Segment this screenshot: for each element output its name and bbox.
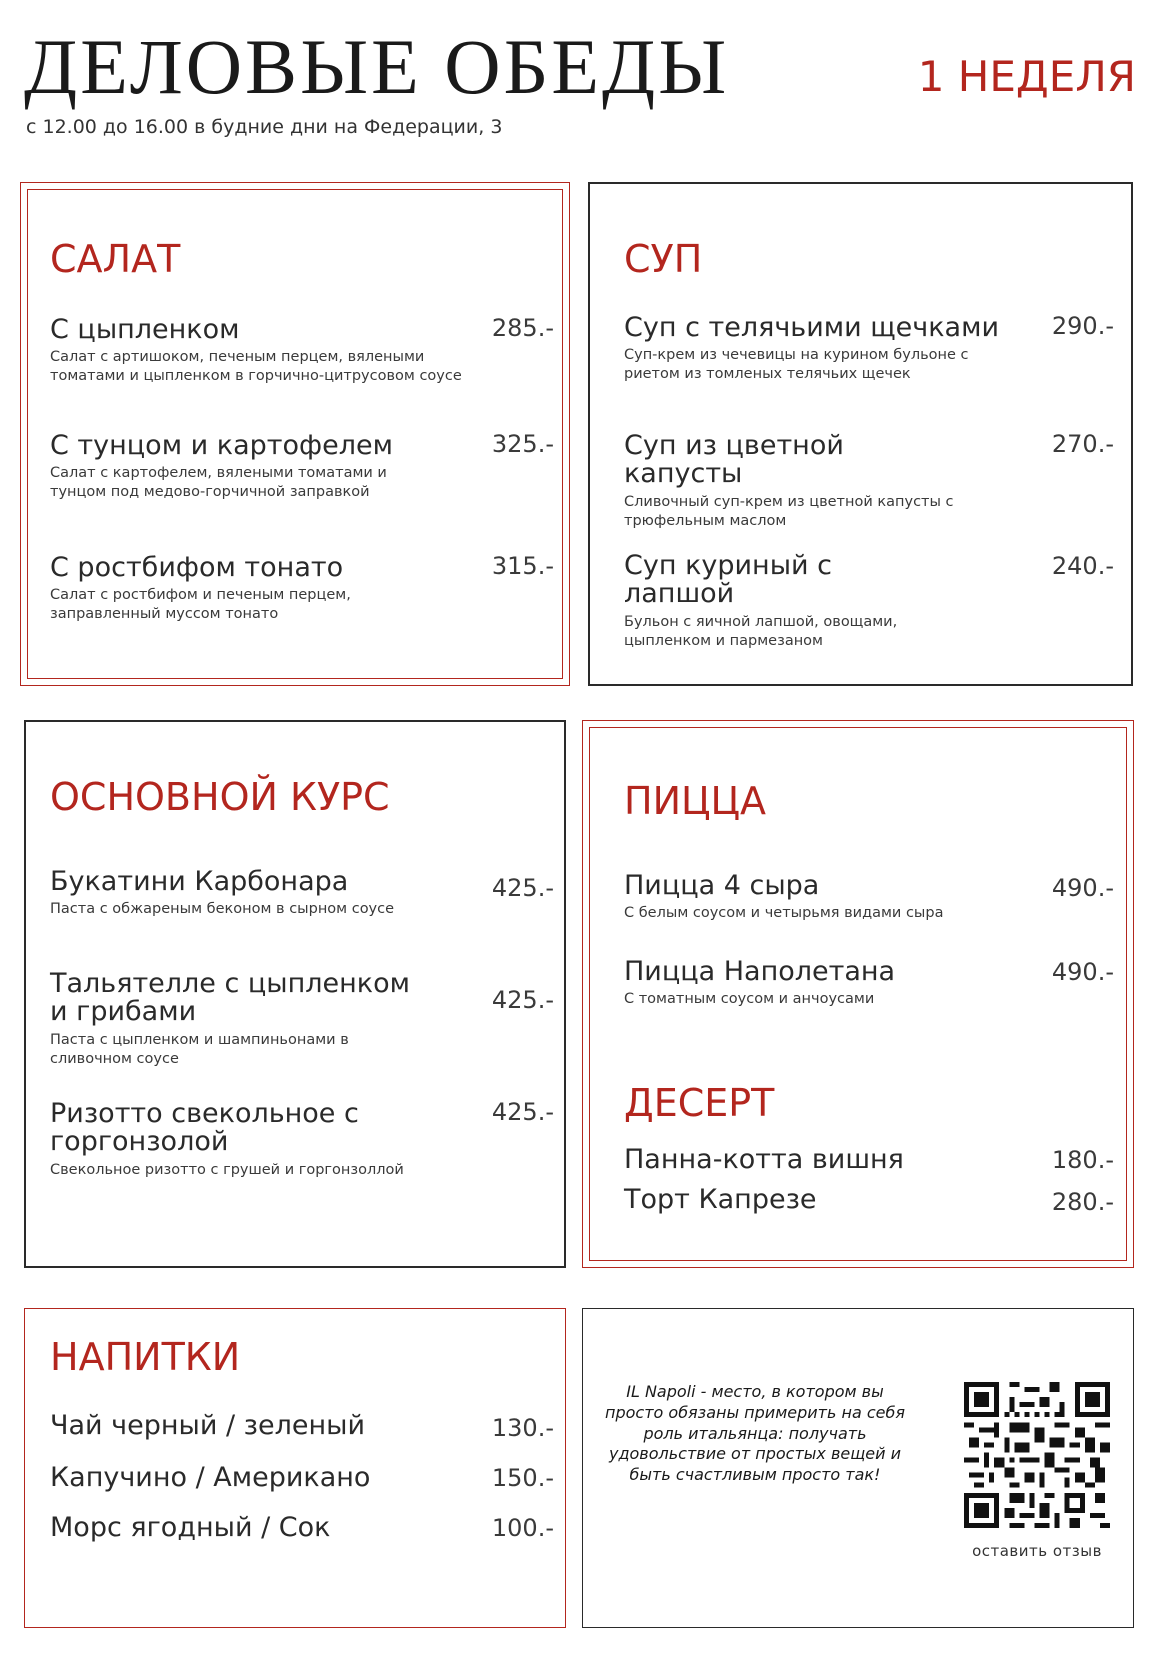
item-description: Сливочный суп-крем из цветной капусты с трюфельным маслом <box>624 493 954 529</box>
item-price: 130.- <box>491 1414 554 1442</box>
item-name: С ростбифом тонато <box>50 552 344 583</box>
item-description: С томатным соусом и анчоусами <box>624 991 875 1008</box>
menu-item <box>50 1514 330 1542</box>
item-price: 280.- <box>1051 1188 1114 1216</box>
page-title: ДЕЛОВЫЕ ОБЕДЫ <box>24 23 730 110</box>
qr-caption: оставить отзыв <box>972 1542 1102 1560</box>
item-description: Салат с ростбифом и печеным перцем, заправленный муссом тонато <box>50 587 351 623</box>
item-name: Ризотто свекольное с горгонзолой <box>50 1098 359 1158</box>
menu-item <box>50 1100 410 1180</box>
item-description: Суп-крем из чечевицы на курином бульоне с риетом из томленых телячьих щечек <box>624 347 969 383</box>
item-name: С цыпленком <box>50 314 240 345</box>
item-name: Пицца Наполетана <box>624 956 896 987</box>
item-name: Торт Капрезе <box>624 1184 817 1215</box>
item-description: Паста с обжареным беконом в сырном соусе <box>50 901 395 918</box>
menu-item <box>50 1464 370 1492</box>
item-price: 240.- <box>1051 552 1114 580</box>
menu-item <box>624 1186 817 1214</box>
menu-item <box>624 1146 904 1174</box>
item-price: 425.- <box>491 986 554 1014</box>
item-description: С белым соусом и четырьмя видами сыра <box>624 905 944 922</box>
item-description: Салат с картофелем, вялеными томатами и тунцом под медово-горчичной заправкой <box>50 465 387 501</box>
week-label: 1 НЕДЕЛЯ <box>917 52 1136 101</box>
item-description: Салат с артишоком, печеным перцем, вялеными томатами и цыпленком в горчично-цитрусовом соусе <box>50 349 462 385</box>
item-name: Тальятелле с цыпленком и грибами <box>50 968 410 1028</box>
menu-item <box>50 432 410 502</box>
drinks-title: НАПИТКИ <box>50 1335 241 1379</box>
item-description: Бульон с яичной лапшой, овощами, цыпленком и пармезаном <box>624 613 898 649</box>
item-price: 315.- <box>491 552 554 580</box>
menu-item <box>50 970 420 1068</box>
main-course-title: ОСНОВНОЙ КУРС <box>50 775 390 819</box>
item-name: Букатини Карбонара <box>50 866 349 897</box>
menu-item <box>50 1412 365 1440</box>
item-price: 325.- <box>491 430 554 458</box>
item-name: Морс ягодный / Сок <box>50 1512 331 1543</box>
soup-title: СУП <box>624 237 703 281</box>
item-name: Суп куриный с лапшой <box>624 550 832 610</box>
dessert-title: ДЕСЕРТ <box>624 1081 775 1125</box>
item-price: 490.- <box>1051 874 1114 902</box>
salad-title: САЛАТ <box>50 237 181 281</box>
item-name: Панна-котта вишня <box>624 1144 904 1175</box>
menu-item <box>50 868 450 919</box>
qr-code-icon[interactable] <box>964 1382 1110 1528</box>
menu-item <box>624 552 944 650</box>
item-price: 100.- <box>491 1514 554 1542</box>
item-name: С тунцом и картофелем <box>50 430 393 461</box>
item-price: 290.- <box>1051 312 1114 340</box>
item-price: 270.- <box>1051 430 1114 458</box>
item-price: 180.- <box>1051 1146 1114 1174</box>
promo-slogan: IL Napoli - место, в котором вы просто обязаны примерить на себя роль итальянца: получать удовольствие от простых вещей и быть счастливым просто так! <box>605 1382 905 1485</box>
menu-item <box>50 554 390 624</box>
item-name: Суп из цветной капусты <box>624 430 844 490</box>
page-subtitle: с 12.00 до 16.00 в будние дни на Федерации, 3 <box>26 116 503 138</box>
item-name: Пицца 4 сыра <box>624 870 820 901</box>
item-price: 150.- <box>491 1464 554 1492</box>
pizza-title: ПИЦЦА <box>624 779 766 823</box>
menu-item <box>50 316 470 386</box>
item-description: Свекольное ризотто с грушей и горгонзоллой <box>50 1161 404 1178</box>
item-price: 285.- <box>491 314 554 342</box>
item-name: Капучино / Американо <box>50 1462 371 1493</box>
item-name: Чай черный / зеленый <box>50 1410 366 1441</box>
item-description: Паста с цыпленком и шампиньонами в сливочном соусе <box>50 1031 349 1067</box>
item-price: 490.- <box>1051 958 1114 986</box>
menu-item <box>624 872 984 923</box>
item-price: 425.- <box>491 1098 554 1126</box>
menu-item <box>624 314 1004 384</box>
item-name: Суп с телячьими щечками <box>624 312 1000 343</box>
menu-item <box>624 432 964 530</box>
item-price: 425.- <box>491 874 554 902</box>
menu-item <box>624 958 984 1009</box>
